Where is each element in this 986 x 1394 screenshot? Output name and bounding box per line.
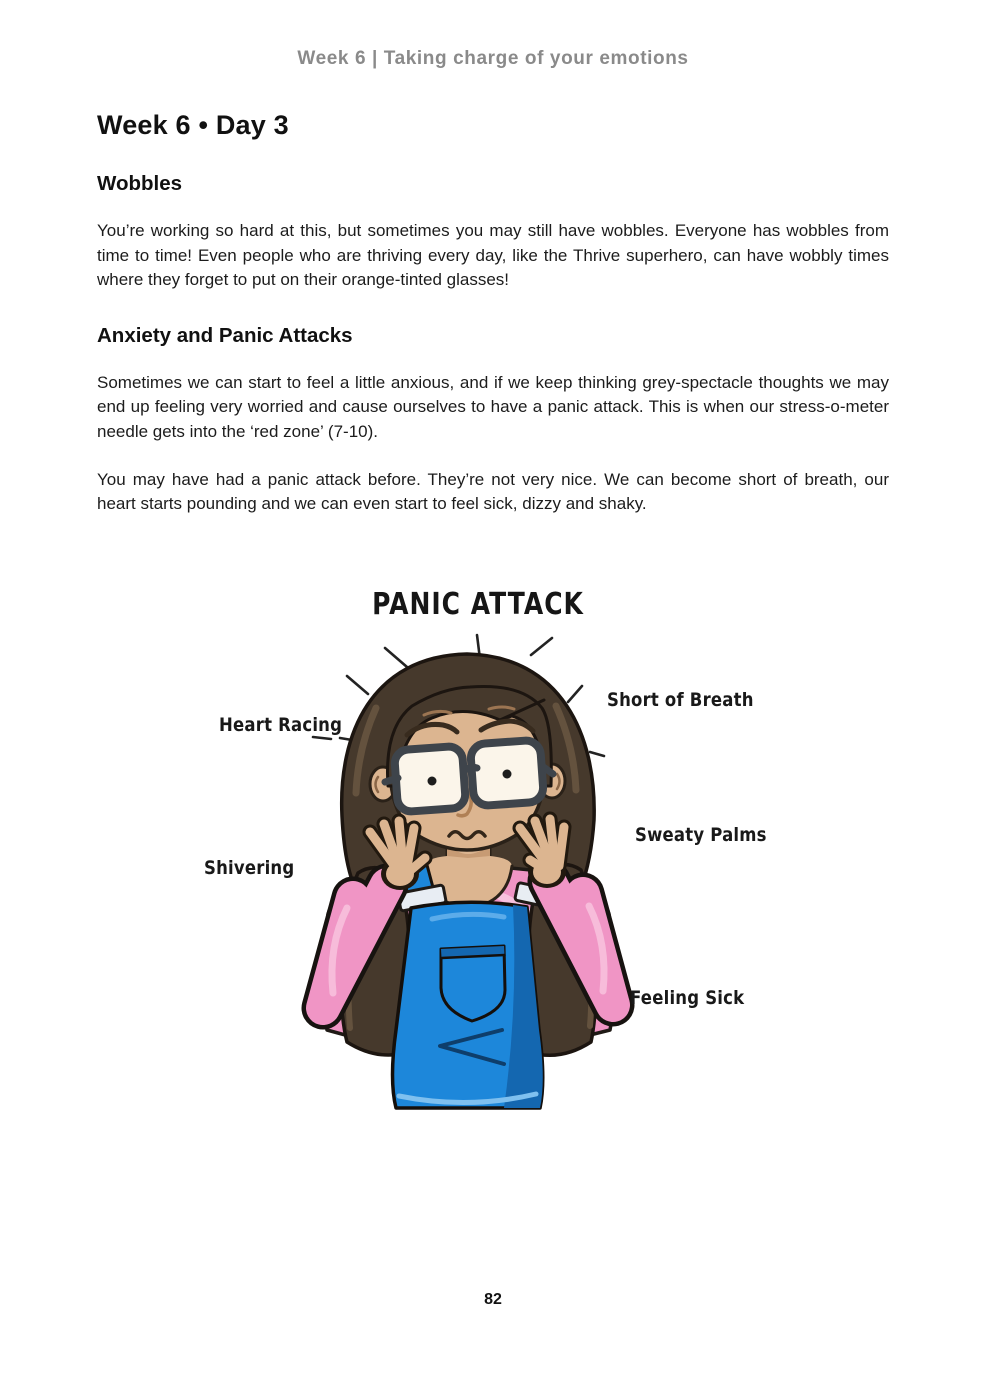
overalls-bib (393, 902, 543, 1108)
bib-pocket (441, 946, 505, 1021)
illustration-title: PANIC ATTACK (372, 586, 584, 622)
running-header: Week 6 | Taking charge of your emotions (297, 48, 689, 69)
section-heading-anxiety: Anxiety and Panic Attacks (97, 323, 353, 347)
page-content (97, 110, 889, 517)
page-title: Week 6 • Day 3 (97, 110, 289, 140)
paragraph-anxiety-1: Sometimes we can start to feel a little anxious, and if we keep thinking grey-spectacle thoughts we may end up feeling very worried and cause ourselves to have a panic attack. This is when our stress-o-meter needle gets into the ‘red zone’ (7-10). (97, 372, 889, 441)
paragraph-wobbles: You’re working so hard at this, but sometimes you may still have wobbles. Everyone has wobbles from time to time! Even people who are thriving every day, like the Thrive superhero, can have wobbly times where they forget to put on their orange-tinted glasses! (97, 221, 889, 290)
label-feeling-sick: Feeling Sick (630, 987, 745, 1009)
right-pupil (503, 770, 512, 779)
label-short-of-breath: Short of Breath (607, 689, 754, 711)
label-heart-racing: Heart Racing (219, 714, 343, 736)
section-heading-wobbles: Wobbles (97, 172, 183, 195)
anxious-girl-drawing (200, 578, 760, 1118)
page-number: 82 (484, 1291, 502, 1308)
left-pupil (428, 777, 437, 786)
label-shivering: Shivering (204, 857, 295, 879)
panic-attack-illustration (200, 578, 767, 1118)
paragraph-anxiety-2: You may have had a panic attack before. They’re not very nice. We can become short of breath, our heart starts pounding and we can even start to feel sick, dizzy and shaky. (97, 469, 889, 514)
label-sweaty-palms: Sweaty Palms (635, 824, 767, 846)
